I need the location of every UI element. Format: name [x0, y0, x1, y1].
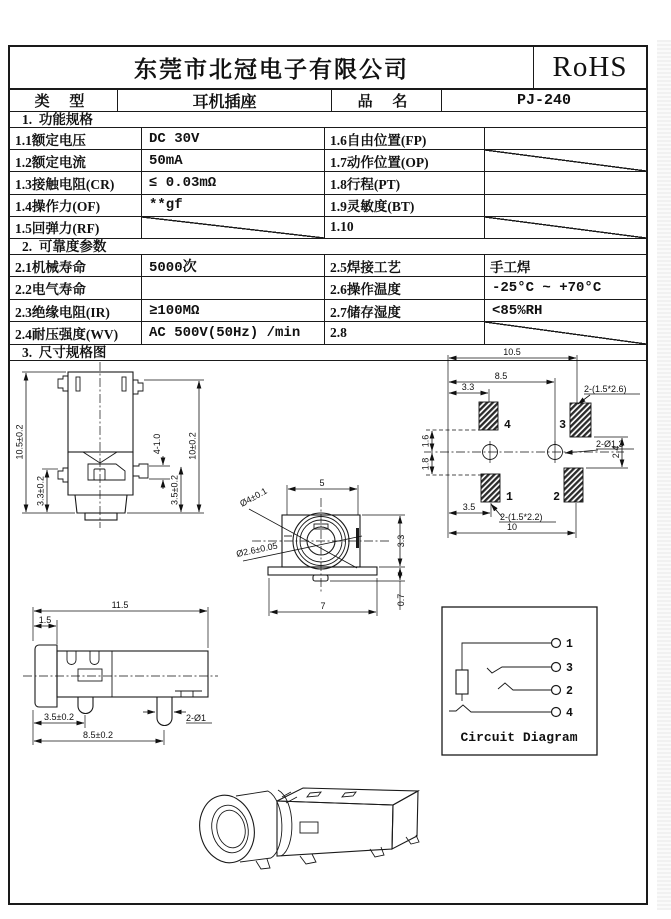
dim-label: 5	[319, 478, 325, 488]
pad-number: 2	[553, 491, 560, 504]
spec-label: 1.2额定电流	[10, 150, 142, 172]
pad-number: 3	[559, 419, 566, 432]
dim-label: 3.5±0.2	[169, 475, 180, 505]
dim-label: 1.6	[420, 434, 431, 448]
product-number: PJ-240	[516, 92, 571, 109]
dim-label: 8.5±0.2	[83, 730, 113, 740]
spec-value	[485, 172, 646, 194]
spec-value: ≥100MΩ	[142, 300, 325, 323]
dim-label: 7	[320, 601, 326, 611]
spec-value: DC 30V	[142, 128, 325, 150]
dim-label: 3.3	[461, 382, 475, 392]
dim-label: 10.5±0.2	[14, 424, 25, 460]
pad-number: 1	[506, 491, 513, 504]
dim-label: 0.7	[396, 593, 406, 607]
spec-label: 1.6自由位置(FP)	[325, 128, 485, 150]
pad-size-note: 2-(1.5*2.2)	[500, 512, 543, 522]
spec-label: 1.3接触电阻(CR)	[10, 172, 142, 194]
pad-size-note: 2-(1.5*2.6)	[584, 384, 627, 394]
spec-value-na	[485, 322, 646, 345]
type-value: 耳机插座	[118, 90, 332, 111]
spec-label: 1.1额定电压	[10, 128, 142, 150]
spec-value-na	[485, 217, 646, 239]
spec-label: 1.10	[325, 217, 485, 239]
dim-label: Ø2.6±0.05	[235, 540, 279, 559]
dim-label: 3.3	[396, 534, 406, 548]
spec-value	[142, 277, 325, 300]
dim-label: 11.5	[111, 600, 129, 610]
spec-label: 1.7动作位置(OP)	[325, 150, 485, 172]
section2-table	[10, 255, 646, 345]
spec-label: 1.8行程(PT)	[325, 172, 485, 194]
spec-label: 1.5回弹力(RF)	[10, 217, 142, 239]
name-label: 品 名	[332, 90, 442, 111]
dim-label: 4-1.0	[152, 433, 162, 455]
spec-value: -25°C ~ +70°C	[485, 277, 646, 300]
spec-label: 2.8	[325, 322, 485, 345]
hole-size-note: 2-Ø1.3	[596, 439, 624, 449]
spec-value: 5000次	[142, 255, 325, 278]
dim-label: 10±0.2	[187, 432, 198, 460]
spec-value: ≤ 0.03mΩ	[142, 172, 325, 194]
dim-label: 1.5	[38, 615, 52, 625]
circuit-pin-number: 2	[566, 685, 573, 698]
spec-label: 2.3绝缘电阻(IR)	[10, 300, 142, 323]
spec-sheet	[8, 45, 648, 905]
rohs-badge: RoHS	[552, 51, 628, 83]
spec-label: 2.4耐压强度(WV)	[10, 322, 142, 345]
dim-label: 3.3±0.2	[35, 476, 46, 506]
circuit-pin-number: 4	[566, 707, 573, 720]
spec-value: <85%RH	[485, 300, 646, 323]
circuit-diagram-caption: Circuit Diagram	[460, 730, 578, 745]
spec-label: 2.1机械寿命	[10, 255, 142, 278]
hole-size-note: 2-Ø1	[186, 713, 207, 723]
scan-shadow	[657, 40, 671, 910]
type-row	[10, 90, 646, 112]
spec-value: AC 500V(50Hz) /min	[142, 322, 325, 345]
section2-title: 2. 可靠度参数	[10, 239, 646, 255]
dim-label: Ø4±0.1	[238, 485, 269, 509]
spec-value	[485, 195, 646, 217]
spec-value	[485, 128, 646, 150]
section1-table	[10, 128, 646, 239]
spec-label: 2.7储存湿度	[325, 300, 485, 323]
spec-value-na	[485, 150, 646, 172]
company-name: 东莞市北冠电子有限公司	[10, 47, 534, 88]
dim-label: 3.5±0.2	[44, 712, 74, 722]
circuit-pin-number: 1	[566, 638, 573, 651]
spec-value: 手工焊	[485, 255, 646, 278]
section3-title: 3. 尺寸规格图	[10, 345, 646, 361]
spec-value-na	[142, 217, 325, 239]
spec-label: 1.4操作力(OF)	[10, 195, 142, 217]
type-label: 类 型	[10, 90, 118, 111]
spec-label: 2.5焊接工艺	[325, 255, 485, 278]
circuit-pin-number: 3	[566, 662, 573, 675]
section1-title: 1. 功能规格	[10, 112, 646, 128]
spec-label: 2.2电气寿命	[10, 277, 142, 300]
spec-value: **gf	[142, 195, 325, 217]
dim-label: 8.5	[494, 371, 508, 381]
dim-label: 10	[506, 522, 518, 532]
spec-label: 2.6操作温度	[325, 277, 485, 300]
spec-label: 1.9灵敏度(BT)	[325, 195, 485, 217]
dim-label: 3.5	[462, 502, 476, 512]
dim-label: 1.8	[420, 457, 431, 471]
sheet-header	[10, 47, 646, 90]
spec-value: 50mA	[142, 150, 325, 172]
pad-number: 4	[504, 419, 511, 432]
dim-label: 10.5	[503, 347, 521, 357]
dim-label: 2.4	[611, 445, 621, 459]
